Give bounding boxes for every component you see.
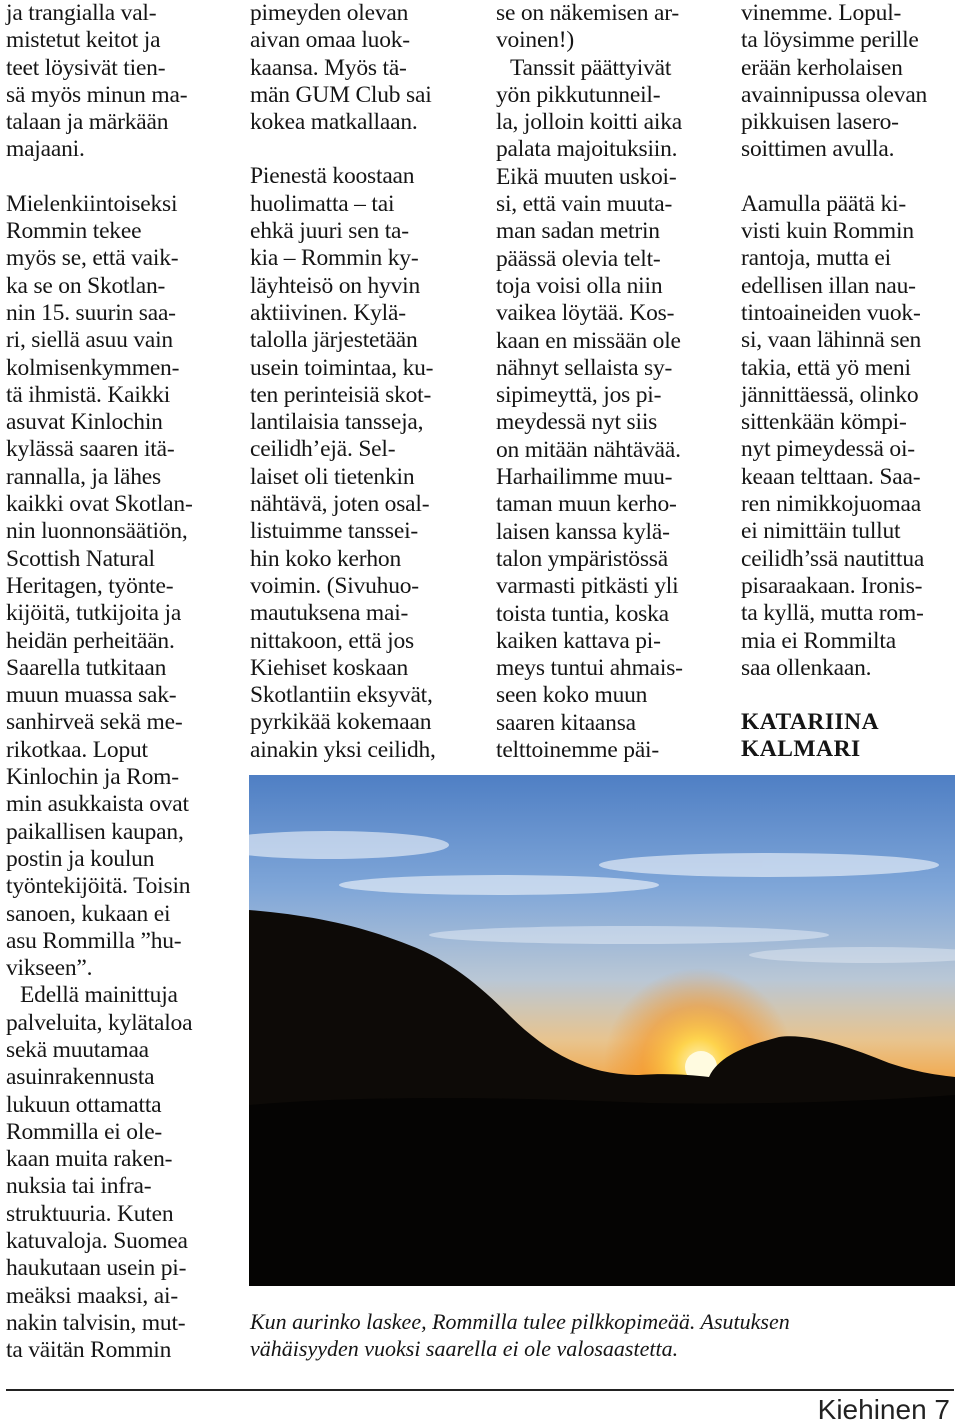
sunset-photo (249, 775, 955, 1286)
paragraph: Tanssit päättyivät yön pikkutunneil- la, jolloin koitti aika palata majoituksiin. Eikä muuten uskoi- si, että vain muuta- man sadan metrin päässä olevia telt- toja voisi olla niin vaikea löytää. Kos- kaan en missään ole nähnyt sellaista sy- sipimeyttä, jos pi- meydessä nyt siis on mitään nähtävää. Harhailimme muu- taman muun kerho- laisen kanssa kylä- talon ympäristössä varmasti pitkästi yli toista tuntia, koska kaiken kattava pi- meys tuntui ahmais- seen koko muun saaren kitaansa telttoinemme päi- (496, 54, 683, 764)
photo-caption: Kun aurinko laskee, Rommilla tulee pilkkopimeää. Asutuksen vähäisyyden vuoksi saarella ei ole valosaastetta. (250, 1309, 790, 1361)
paragraph: Pienestä koostaan huolimatta – tai ehkä juuri sen ta- kia – Rommin ky- läyhteisö on hyvin aktiivinen. Kylä- talolla järjestetään usein toimintaa, ku- ten perinteisiä skot- lantilaisia tansseja, ceilidh’ejä. Sel- laiset oli tietenkin nähtävä, joten osal- listuimme tanssei- hin koko kerhon voimin. (Sivuhuo- mautuksena mai- nittakoon, että jos Kiehiset koskaan Skotlantiin eksyvät, pyrkikää kokemaan ainakin yksi ceilidh, (250, 163, 436, 763)
paragraph: se on näkemisen ar- voinen!) (496, 0, 680, 54)
article-column-2 (250, 0, 482, 764)
footer-divider (6, 1389, 954, 1391)
paragraph: Edellä mainittuja palveluita, kylätaloa sekä muutamaa asuinrakennusta lukuun ottamatta Rommilla ei ole- kaan muita raken- nuksia tai infra- struktuuria. Kuten katuvaloja. Suomea haukutaan usein pi- meäksi maaksi, ai- nakin talvisin, mut- ta väitän Rommin (6, 982, 193, 1364)
foreground-hill (249, 1095, 955, 1286)
paragraph: Aamulla päätä ki- visti kuin Rommin rantoja, mutta ei edellisen illan nau- tintoaineiden vuok- si, vaan lähinnä sen takia, että yö meni jännittäessä, olinko sittenkään kömpi- nyt pimeydessä oi- keaan telttaan. Saa- ren nimikkojuomaa ei nimittäin tullut ceilidh’ssä nautittua pisaraakaan. Ironis- ta kyllä, mutta rom- mia ei Rommilta saa ollenkaan. (741, 190, 925, 681)
article-column-3 (496, 0, 728, 764)
article-column-4 (741, 0, 957, 764)
paragraph: ja trangialla val- mistetut keitot ja teet löysivät tien- sä myös minun ma- talaan ja märkään majaani. (6, 0, 188, 163)
page-footer: Kiehinen 7 (817, 1394, 950, 1425)
article-column-1 (6, 0, 238, 1365)
paragraph: Mielenkiintoiseksi Rommin tekee myös se, että vaik- ka se on Skotlan- nin 15. suurin saa- ri, siellä asuu vain kolmisenkymmen- tä ihmistä. Kaikki asuvat Kinlochin kylässä saaren itä- rannalla, ja lähes kaikki ovat Skotlan- nin luonnonsäätiön, Scottish Natural Heritagen, työnte- kijöitä, tutkijoita ja heidän perheitään. Saarella tutkitaan muun muassa sak- sanhirveä sekä me- rikotkaa. Loput Kinlochin ja Rom- min asukkaista ovat paikallisen kaupan, postin ja koulun työntekijöitä. Toisin sanoen, kukaan ei asu Rommilla ”hu- vikseen”. (6, 190, 193, 982)
paragraph: pimeyden olevan aivan omaa luok- kaansa. Myös tä- män GUM Club sai kokea matkallaan. (250, 0, 432, 136)
paragraph: vinemme. Lopul- ta löysimme perille erään kerholaisen avainnipussa olevan pikkuisen lasero- soittimen avulla. (741, 0, 928, 163)
author-byline: KATARIINA KALMARI (741, 709, 880, 763)
